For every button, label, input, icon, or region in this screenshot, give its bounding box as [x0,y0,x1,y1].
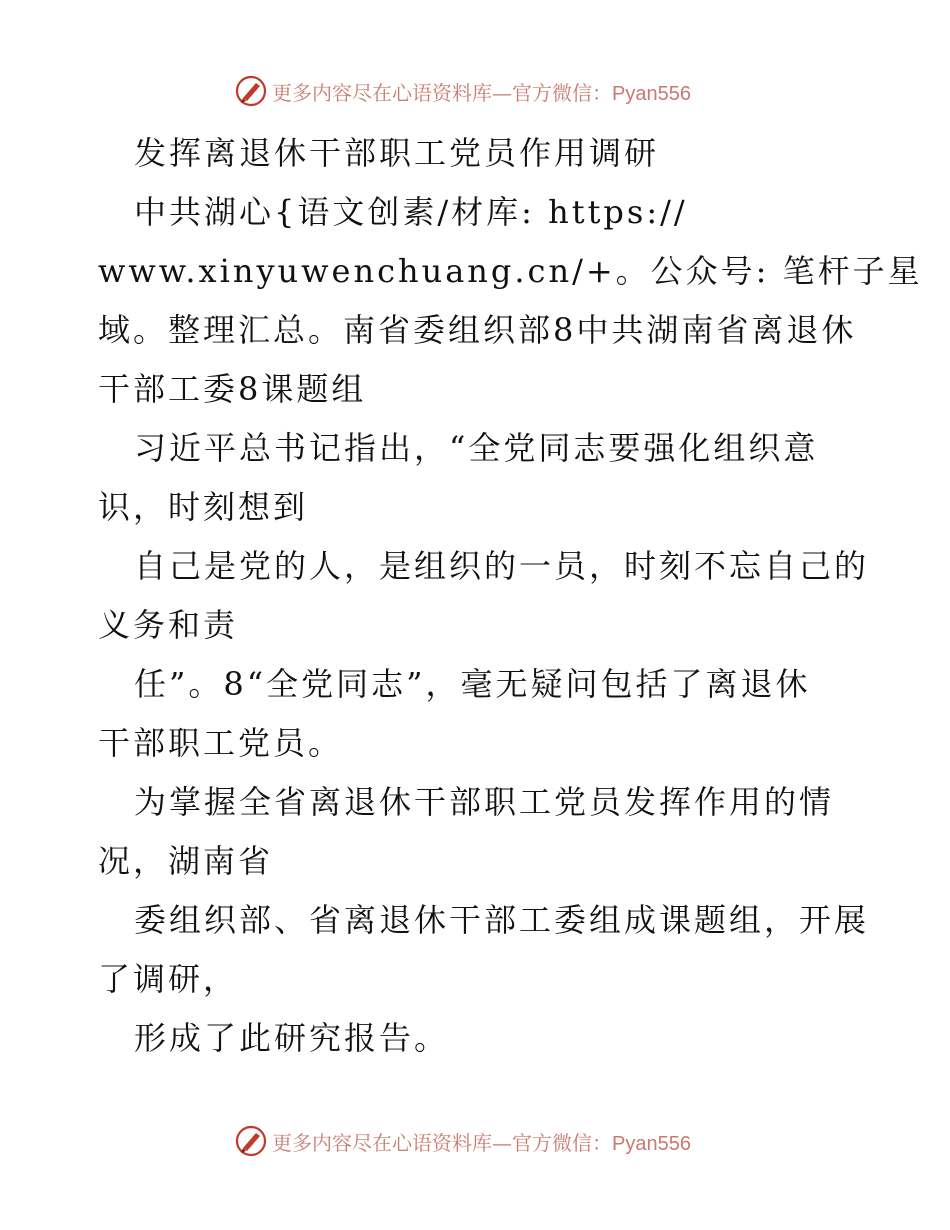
banner-text: 更多内容尽在心语资料库—官方微信：Pyan556 [272,80,691,105]
banner-text: 更多内容尽在心语资料库—官方微信：Pyan556 [272,1130,691,1155]
text-line: 任”。8“全党同志”，毫无疑问包括了离退休 [134,665,811,703]
text-line: 委组织部、省离退休干部工委组成课题组，开展 [134,901,870,939]
footer-watermark-banner [0,1120,950,1160]
text-line: 况，湖南省 [98,842,274,880]
text-line: 域。整理汇总。南省委组织部8中共湖南省离退休 [98,311,857,349]
wechat-id: Pyan556 [612,1132,691,1155]
pen-logo-icon [234,1124,268,1158]
text-line: 发挥离退休干部职工党员作用调研 [134,134,660,172]
text-line: 干部职工党员。 [98,724,344,762]
text-line: www.xinyuwenchuang.cn/+。公众号: 笔杆子星 [98,252,923,290]
text-line: 形成了此研究报告。 [134,1019,450,1057]
document-body [98,124,923,1068]
text-line: 干部工委8课题组 [98,370,367,408]
pen-logo-icon [234,74,268,108]
text-line: 识，时刻想到 [98,488,309,526]
wechat-id: Pyan556 [612,82,691,105]
text-line: 中共湖心{语文创素/材库: https:// [134,193,688,231]
text-line: 了调研， [98,960,239,998]
header-watermark-banner [0,70,950,110]
text-line: 习近平总书记指出，“全党同志要强化组织意 [134,429,819,467]
text-line: 自己是党的人，是组织的一员，时刻不忘自己的 [134,547,870,585]
text-line: 义务和责 [98,606,239,644]
text-line: 为掌握全省离退休干部职工党员发挥作用的情 [134,783,835,821]
